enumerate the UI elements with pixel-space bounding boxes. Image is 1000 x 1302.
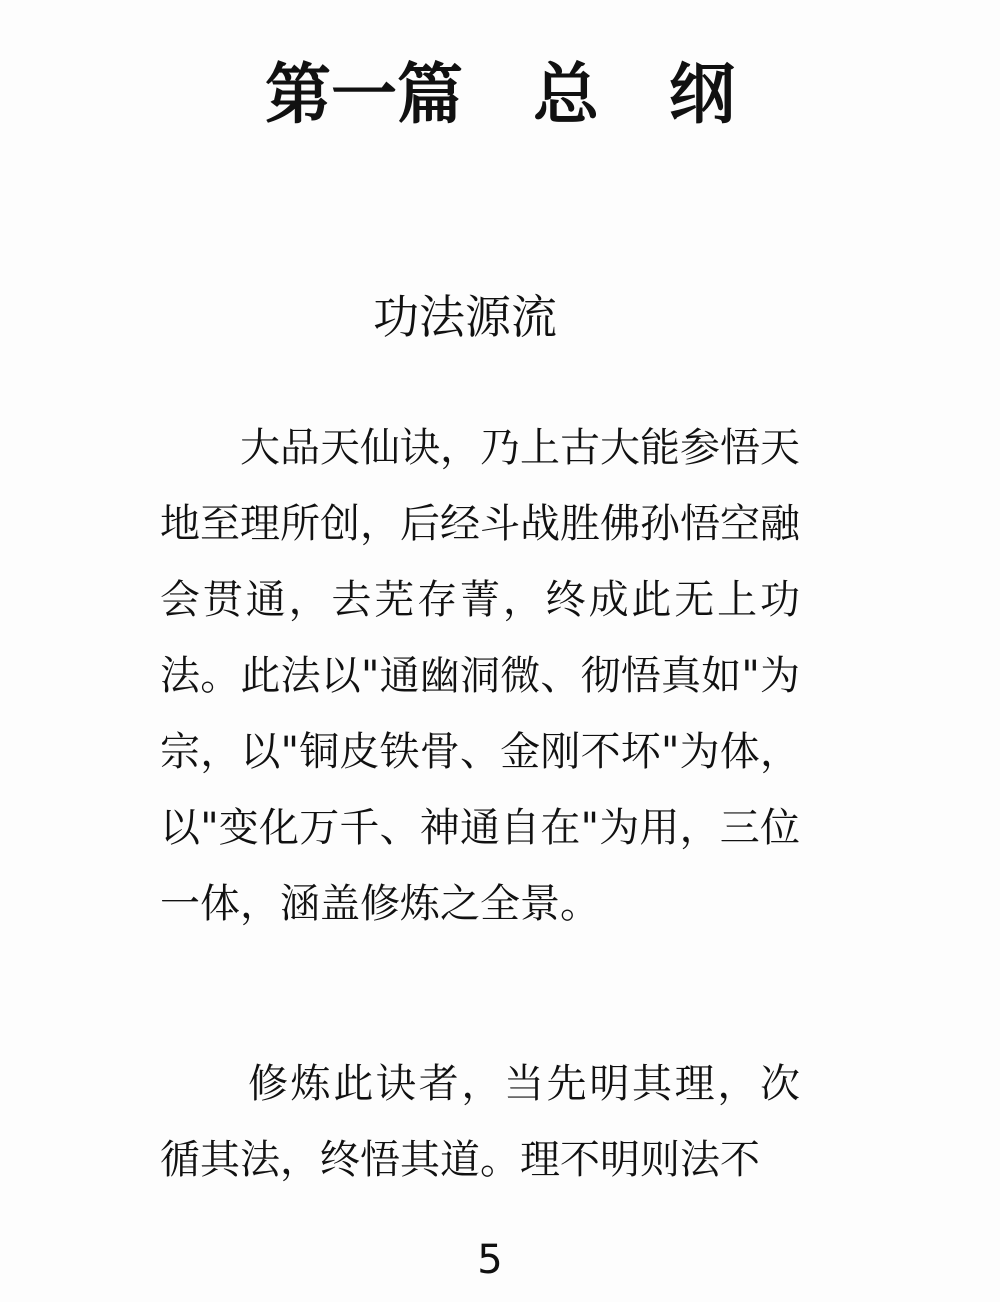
chapter-title	[0, 50, 1000, 140]
body-paragraph-2: 修炼此诀者，当先明其理，次循其法，终悟其道。理不明则法不	[160, 1061, 800, 1183]
chapter-title-part-3: 纲	[669, 56, 735, 133]
chapter-title-part-1: 第一篇	[265, 56, 463, 133]
chapter-title-part-2: 总	[533, 56, 599, 133]
page-number: 5	[477, 1237, 503, 1283]
section-title: 功法源流	[373, 290, 557, 344]
body-paragraph-1: 大品天仙诀，乃上古大能参悟天地至理所创，后经斗战胜佛孙悟空融会贯通，去芜存菁，终成此无上功法。此法以"通幽洞微、彻悟真如"为宗，以"铜皮铁骨、金刚不坏"为体，以"变化万千、神通自在"为用，三位一体，涵盖修炼之全景。	[160, 425, 800, 927]
